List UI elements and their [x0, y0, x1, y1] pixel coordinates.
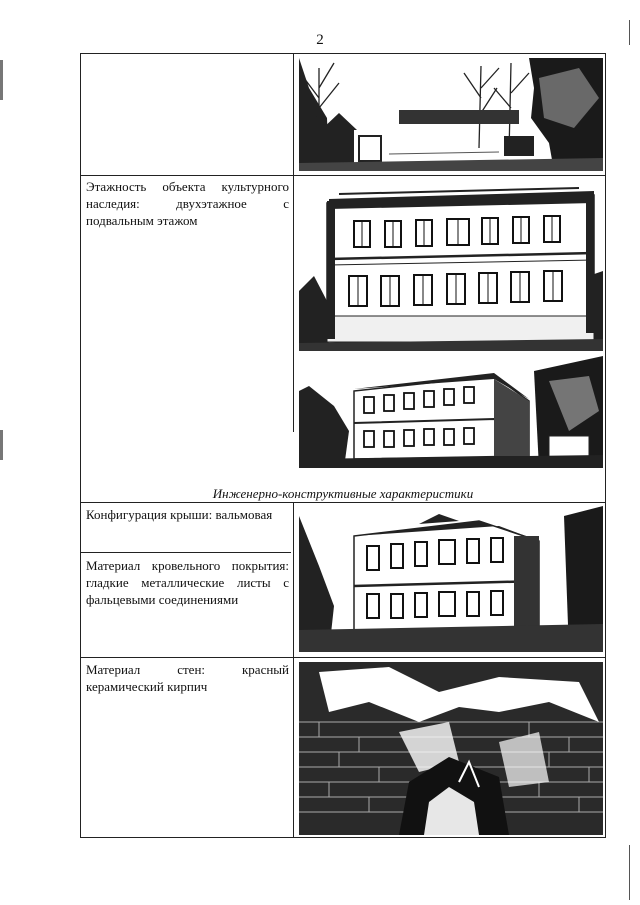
roof-photo [299, 506, 603, 652]
scan-edge-mark [0, 430, 3, 460]
facade-front-photo [299, 181, 603, 351]
row-divider [81, 657, 605, 658]
row-divider [81, 175, 605, 176]
page-number: 2 [316, 32, 324, 48]
column-divider [293, 502, 294, 837]
roof-configuration-description: Конфигурация крыши: вальмовая [86, 507, 273, 522]
floors-description: Этажность объекта культурного наследия: двухэтажное с подвальным этажом [86, 179, 289, 228]
scan-edge-mark [629, 845, 630, 900]
section-header: Инженерно-конструктивные характеристики [81, 485, 605, 502]
characteristics-table [80, 53, 606, 838]
row-divider [81, 502, 605, 503]
row-divider [81, 552, 291, 553]
scan-edge-mark [0, 60, 3, 100]
wall-material-description: Материал стен: красный керамический кирпич [86, 662, 289, 694]
courtyard-photo [299, 58, 603, 171]
facade-angle-photo [299, 351, 603, 468]
brick-wall-photo [299, 662, 603, 835]
scan-edge-mark [629, 20, 630, 45]
column-divider [293, 54, 294, 432]
roof-material-description: Материал кровельного покрытия: гладкие металлические листы с фальцевыми соединениями [86, 558, 289, 607]
